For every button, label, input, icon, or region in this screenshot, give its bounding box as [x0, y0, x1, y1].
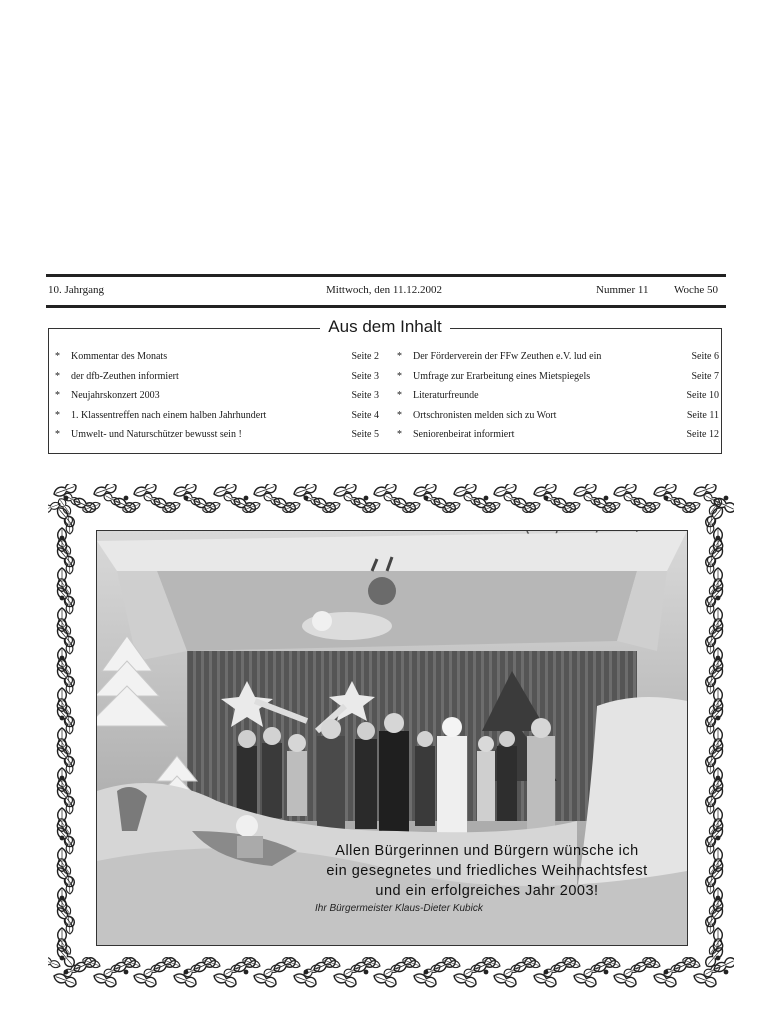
toc-item-label: Literaturfreunde: [413, 390, 479, 401]
toc-title: Aus dem Inhalt: [320, 317, 449, 336]
toc-item-page: Seite 2: [351, 351, 379, 362]
bullet: *: [55, 409, 60, 421]
toc-item-label: Ortschronisten melden sich zu Wort: [413, 409, 557, 421]
issue-header: [46, 274, 726, 308]
bullet: *: [397, 429, 402, 440]
greeting-line: ein gesegnetes und friedliches Weihnachtsfest: [326, 863, 648, 879]
toc-item-page: Seite 4: [351, 409, 379, 421]
issue-week: Woche 50: [674, 284, 719, 296]
toc-item-label: Umfrage zur Erarbeitung eines Mietspiegels: [413, 370, 591, 382]
greeting-line: Allen Bürgerinnen und Bürgern wünsche ich: [335, 843, 639, 859]
mayor-signature: Ihr Bürgermeister Klaus-Dieter Kubick: [315, 903, 483, 914]
toc-item-page: Seite 10: [686, 390, 719, 401]
bullet: *: [55, 370, 60, 382]
toc-item-label: Der Förderverein der FFw Zeuthen e.V. lud ein: [413, 351, 602, 362]
toc-item-page: Seite 6: [691, 351, 719, 362]
toc-item-page: Seite 5: [351, 429, 379, 440]
bullet: *: [397, 370, 402, 382]
toc-item-page: Seite 7: [691, 370, 719, 382]
toc-item[interactable]: [397, 390, 719, 410]
toc-item-label: Umwelt- und Naturschützer bewusst sein !: [71, 429, 242, 440]
toc-item[interactable]: [55, 429, 379, 449]
bullet: *: [55, 390, 60, 401]
volume-label: 10. Jahrgang: [48, 284, 105, 296]
toc-item-label: der dfb-Zeuthen informiert: [71, 370, 179, 382]
toc-item[interactable]: [397, 429, 719, 449]
christmas-greeting: [307, 841, 667, 901]
toc-item-label: Kommentar des Monats: [71, 351, 168, 362]
greeting-line: und ein erfolgreiches Jahr 2003!: [375, 883, 599, 899]
toc-column-right: [397, 351, 719, 449]
toc-item-label: Seniorenbeirat informiert: [413, 429, 515, 440]
toc-item-label: 1. Klassentreffen nach einem halben Jahrhundert: [71, 409, 267, 421]
toc-item[interactable]: [55, 390, 379, 410]
bullet: *: [55, 351, 60, 362]
toc-item-label: Neujahrskonzert 2003: [71, 390, 160, 401]
toc-item-page: Seite 12: [686, 429, 719, 440]
toc-item[interactable]: [397, 351, 719, 371]
issue-number: Nummer 11: [596, 284, 649, 296]
christmas-stage-photo: [96, 530, 688, 946]
toc-item[interactable]: [397, 410, 719, 430]
toc-column-left: [55, 351, 379, 449]
toc-item[interactable]: [55, 371, 379, 391]
bullet: *: [397, 351, 402, 362]
toc-item-page: Seite 11: [686, 409, 719, 421]
issue-date: Mittwoch, den 11.12.2002: [326, 284, 442, 296]
toc-item[interactable]: [397, 371, 719, 391]
bullet: *: [397, 390, 402, 401]
table-of-contents: [48, 317, 722, 454]
toc-item[interactable]: [55, 351, 379, 371]
toc-item[interactable]: [55, 410, 379, 430]
toc-item-page: Seite 3: [351, 390, 379, 401]
bullet: *: [397, 409, 402, 421]
bullet: *: [55, 429, 60, 440]
toc-item-page: Seite 3: [351, 370, 379, 382]
